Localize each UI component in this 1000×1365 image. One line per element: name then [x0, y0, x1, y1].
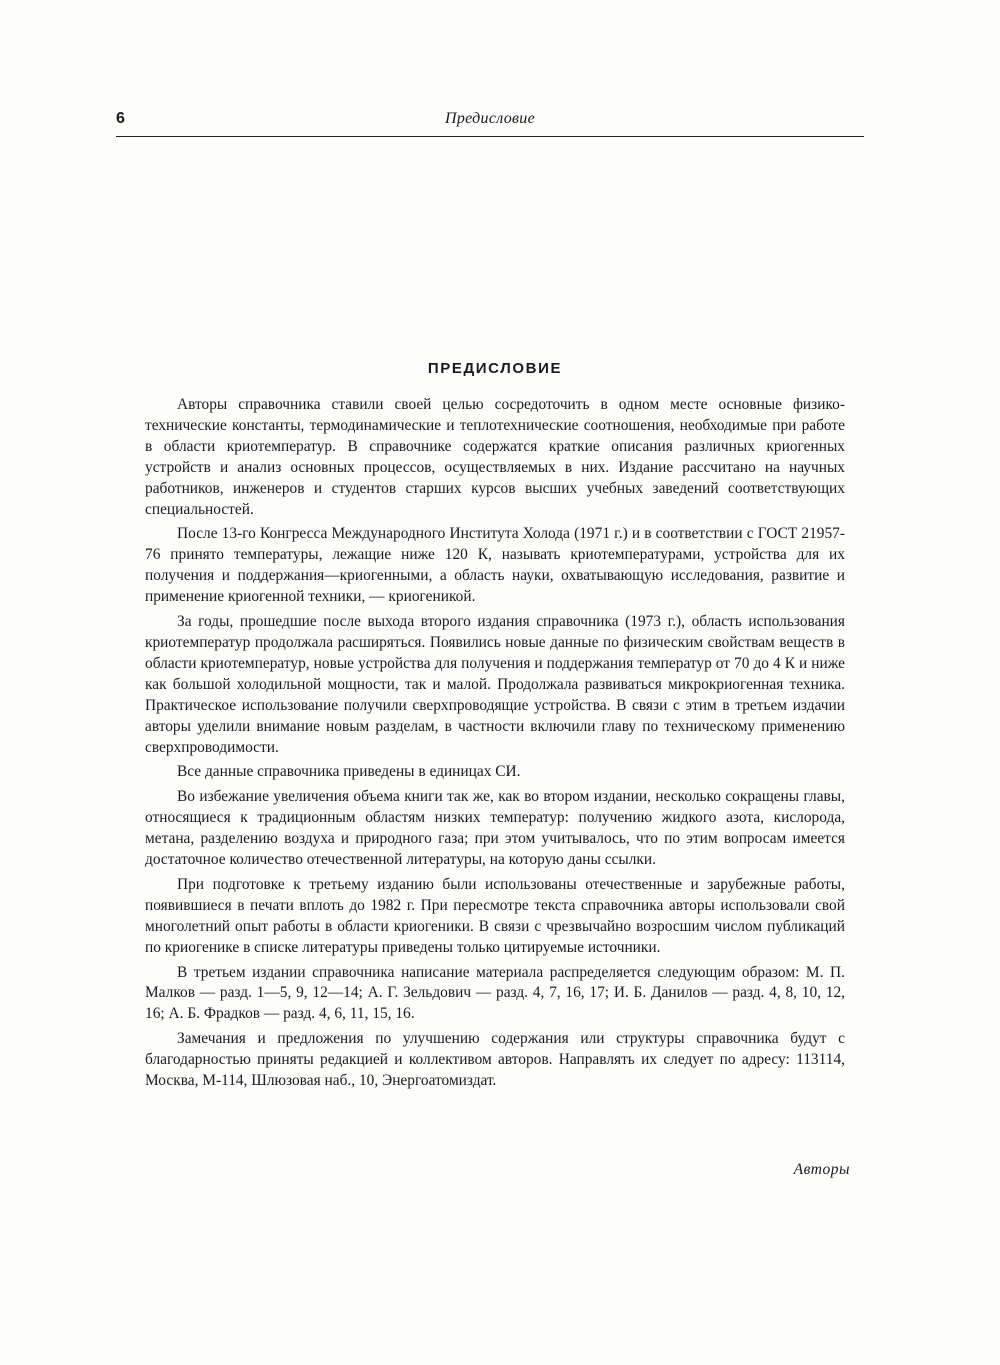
paragraph-5: Во избежание увеличения объема книги так же, как во втором издании, несколько сокращены главы, относящиеся к традиционным областям низких температур: получению жидкого азота, кислорода, метана, разделению воздуха и природного газа; при этом учитывалось, что по этим вопросам имеется достаточное количество отечественной литературы, на которую даны ссылки. — [145, 788, 845, 869]
paragraph-2: После 13-го Конгресса Международного Института Холода (1971 г.) и в соответствии с ГОСТ 21957-76 принято температуры, лежащие ниже 120 К, называть криотемпературами, устройства для их получения и поддержания—криогенными, а область науки, охватывающую исследования, развитие и применение криогенной техники, — криогеникой. — [145, 525, 845, 606]
section-title: ПРЕДИСЛОВИЕ — [427, 360, 563, 377]
paragraph-6: При подготовке к третьему изданию были использованы отечественные и зарубежные работы, появившиеся в печати вплоть до 1982 г. При пересмотре текста справочника авторы использовали свой многолетний опыт работы в области криогеники. В связи с чрезвычайно возросшим числом публикаций по криогенике в списке литературы приведены только цитируемые источники. — [145, 875, 845, 956]
paragraph-3: За годы, прошедшие после выхода второго издания справочника (1973 г.), область использования криотемператур продолжала расширяться. Появились новые данные по физическим свойствам веществ в области криотемператур, новые устройства для получения и поддержания температур от 70 до 4 К и ниже как большой холодильной мощности, так и малой. Продолжала развиваться микрокриогенная техника. Практическое использование получили сверхпроводящие устройства. В связи с этим в третьем издачии авторы уделили внимание новым разделам, в частности включили главу по техническому применению сверхпроводимости. — [145, 613, 845, 756]
signature: Авторы — [793, 1161, 850, 1178]
paragraph-1: Авторы справочника ставили своей целью сосредоточить в одном месте основные физико-технические константы, термодинамические и теплотехнические соотношения, необходимые при работе в области криотемператур. В справочнике содержатся краткие описания различных криогенных устройств и анализ основных процессов, осуществляемых в них. Издание рассчитано на научных работников, инженеров и студентов старших курсов высших учебных заведений соответствующих специальностей. — [145, 396, 845, 518]
running-head — [116, 108, 864, 137]
paragraph-7: В третьем издании справочника написание материала распределяется следующим образом: М. П. Малков — разд. 1—5, 9, 12—14; А. Г. Зельдович — разд. 4, 7, 16, 17; И. Б. Данилов — разд. 4, 8, 10, 12, 16; А. Б. Фрадков — разд. 4, 6, 11, 15, 16. — [145, 963, 845, 1023]
preface-body — [145, 395, 845, 1096]
page-number: 6 — [116, 110, 125, 127]
paragraph-8: Замечания и предложения по улучшению содержания или структуры справочника будут с благодарностью приняты редакцией и коллективом авторов. Направлять их следует по адресу: 113114, Москва, М-114, Шлюзовая наб., 10, Энергоатомиздат. — [145, 1030, 845, 1090]
running-title: Предисловие — [445, 110, 535, 127]
paragraph-4: Все данные справочника приведены в единицах СИ. — [177, 763, 521, 781]
